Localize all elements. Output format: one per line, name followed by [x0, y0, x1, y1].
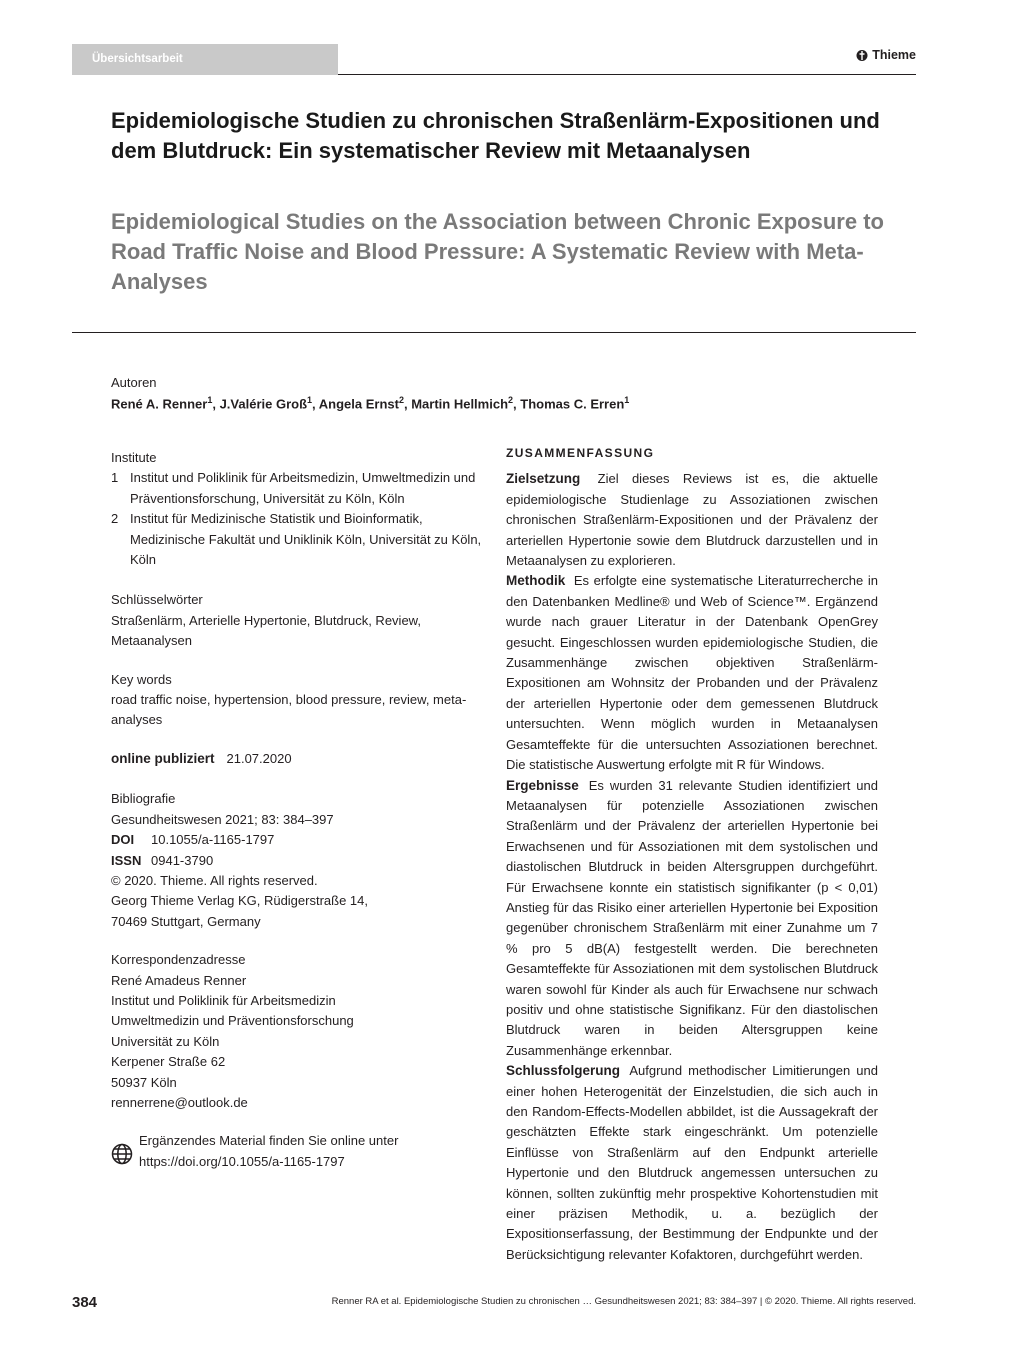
title-rule [72, 332, 916, 333]
summary-section [506, 1061, 878, 1265]
publisher-address: Georg Thieme Verlag KG, Rüdigerstraße 14, [111, 893, 368, 909]
thieme-logo-icon [856, 49, 868, 62]
author-name: Thomas C. Erren [520, 396, 625, 412]
section-text: Ziel dieses Reviews ist es, die aktuelle epidemiologische Studienlage zu Assoziationen zwischen chronischen Straßenlärm-Expositionen und der Prävalenz der arteriellen Hypertonie sowie dem Blutdruck darzustellen und in Metaanalysen zu explorieren. [506, 471, 878, 569]
section-text: Es wurden 31 relevante Studien identifiziert und Metaanalysen für potenzielle Assoziationen zwischen Straßenlärm und der Prävalenz der arteriellen Hypertonie bei Erwachsenen und für Assoziationen mit dem systolischen und diastolischen Blutdruck in beiden Altersgruppen durchgeführt. Für Erwachsene konnte ein statistisch signifikanter (p < 0,01) Anstieg für das Risiko einer arteriellen Hypertonie bei Exposition gegenüber chronischem Straßenlärm mit einer Zunahme um 7 % pro 5 dB(A) festgestellt werden. Die berechneten Gesamteffekte für Assoziationen mit dem systolischen Blutdruck waren sowohl für Kinder als auch für Erwachsene nur schwach positiv und ohne statistische Signifikanz. Für den diastolischen Blutdruck waren in beiden Altersgruppen keine Zusammenhänge erkennbar. [506, 777, 878, 1058]
publisher-logo [856, 48, 916, 62]
publisher-name: Thieme [872, 48, 916, 62]
section-text: Aufgrund methodischer Limitierungen und einer hohen Heterogenität der Einzelstudien, die sich auch in den Random-Effects-Modellen abbildet, ist die Aussagekraft der geschätzten Effekte stark eingeschränkt. Um potenzielle Einflüsse von Straßenlärm auf den Endpunkt arterielle Hypertonie und den Blutdruck angemessen untersuchen zu können, sollten zukünftig mehr prospektive Kohortenstudien mit einer präzisen Methodik, u. a. bezüglich der Expositionserfassung, der Bestimmung der Endpunkte und der Berücksichtigung relevanter Kofaktoren, durchgeführt werden. [506, 1063, 878, 1262]
institute-number: 1 [111, 470, 119, 486]
doi-label: DOI [111, 832, 135, 848]
keywords-en-text: road traffic noise, hypertension, blood pressure, review, meta-analyses [111, 692, 467, 728]
doi-line [111, 830, 491, 850]
footer-citation: Renner RA et al. Epidemiologische Studien zu chronischen … Gesundheitswesen 2021; 83: 384–397 | © 2020. Thieme. All rights reserved. [331, 1296, 916, 1307]
summary-section [506, 469, 878, 571]
correspondence-line: 50937 Köln [111, 1074, 177, 1090]
section-text: Es erfolgte eine systematische Literaturrecherche in den Datenbanken Medline® und Web of Science™. Ergänzend wurde nach grauer Literatur in der Datenbank OpenGrey gesucht. Eingeschlossen wurden epidemiologische Studien, die Zusammenhänge zwischen objektiven Straßenlärm-Expositionen am Wohnsitz der Probanden und der Prävalenz der arteriellen Hypertonie oder dem gemessenen Blutdruck untersuchten. Wenn möglich wurden in Metaanalysen Gesamteffekte für die untersuchten Assoziationen berechnet. Die statistische Auswertung erfolgte mit R für Windows. [506, 573, 878, 773]
correspondence-line: René Amadeus Renner [111, 972, 247, 988]
globe-icon [111, 1143, 133, 1165]
online-published [111, 749, 491, 769]
summary-section [506, 571, 878, 775]
author-affiliation: 1 [207, 395, 213, 405]
author-name: Angela Ernst [318, 396, 399, 412]
summary-section [506, 776, 878, 1062]
issn-value: 0941-3790 [151, 852, 214, 868]
section-label: Schlussfolgerung [506, 1063, 621, 1079]
meta-column [111, 448, 491, 1172]
correspondence-line: Universität zu Köln [111, 1033, 220, 1049]
page-number: 384 [72, 1294, 98, 1311]
bibliography-label: Bibliografie [111, 791, 176, 807]
author-list: René A. Renner$^1$, J.Valérie Groß$^1$, Angela Ernst$^2$, Martin Hellmich$^2$, Thomas C. Erren$^1$ [111, 395, 630, 412]
keywords-en-label: Key words [111, 671, 172, 687]
issn-line [111, 851, 491, 871]
publisher-address: 70469 Stuttgart, Germany [111, 913, 261, 929]
supplement-text: Ergänzendes Material finden Sie online unter [139, 1133, 399, 1149]
bibliography-journal: Gesundheitswesen 2021; 83: 384–397 [111, 811, 334, 827]
issn-label: ISSN [111, 852, 142, 868]
online-published-label: online publiziert [111, 750, 215, 766]
author-affiliation: 1 [624, 395, 630, 405]
summary-column [506, 443, 878, 1265]
copyright-text: © 2020. Thieme. All rights reserved. [111, 872, 318, 888]
author-affiliation: 2 [508, 395, 514, 405]
keywords-de-label: Schlüsselwörter [111, 592, 203, 608]
correspondence-email: rennerrene@outlook.de [111, 1094, 248, 1110]
summary-heading: ZUSAMMENFASSUNG [506, 446, 655, 460]
author-name: René A. Renner [111, 396, 208, 412]
author-name: Martin Hellmich [411, 396, 509, 412]
title-english: Epidemiological Studies on the Association between Chronic Exposure to Road Traffic Noise and Blood Pressure: A Systematic Review with Meta-Analyses [111, 209, 884, 294]
section-label: Zielsetzung [506, 471, 581, 487]
correspondence-label: Korrespondenzadresse [111, 952, 246, 968]
institutes-label: Institute [111, 450, 157, 465]
author-name: J.Valérie Groß [219, 396, 308, 412]
keywords-de-text: Straßenlärm, Arterielle Hypertonie, Blutdruck, Review, Metaanalysen [111, 612, 421, 649]
title-german: Epidemiologische Studien zu chronischen Straßenlärm-Expositionen und dem Blutdruck: Ein systematischer Review mit Metaanalysen [111, 108, 880, 163]
online-published-date: 21.07.2020 [226, 750, 292, 766]
correspondence-line: Kerpener Straße 62 [111, 1054, 226, 1070]
correspondence-line: Umweltmedizin und Präventionsforschung [111, 1013, 354, 1029]
list-item [111, 468, 491, 509]
supplement-note [111, 1131, 491, 1172]
correspondence-line: Institut und Poliklinik für Arbeitsmedizin [111, 992, 336, 1008]
institute-list [111, 468, 491, 570]
supplement-link[interactable]: https://doi.org/10.1055/a-1165-1797 [139, 1153, 345, 1169]
article-type-tag: Übersichtsarbeit [72, 44, 338, 75]
section-label: Ergebnisse [506, 777, 579, 793]
institute-text: Institut und Poliklinik für Arbeitsmedizin, Umweltmedizin und Präventionsforschung, Universität zu Köln, Köln [130, 470, 476, 506]
list-item [111, 509, 491, 570]
author-affiliation: 2 [398, 395, 404, 405]
section-label: Methodik [506, 573, 566, 589]
author-affiliation: 1 [307, 395, 313, 405]
institute-text: Institut für Medizinische Statistik und Bioinformatik, Medizinische Fakultät und Uniklinik Köln, Universität zu Köln, Köln [130, 511, 482, 568]
institute-number: 2 [111, 511, 119, 527]
authors-label: Autoren [111, 375, 157, 390]
header-rule [338, 74, 916, 75]
doi-value: 10.1055/a-1165-1797 [151, 832, 275, 848]
